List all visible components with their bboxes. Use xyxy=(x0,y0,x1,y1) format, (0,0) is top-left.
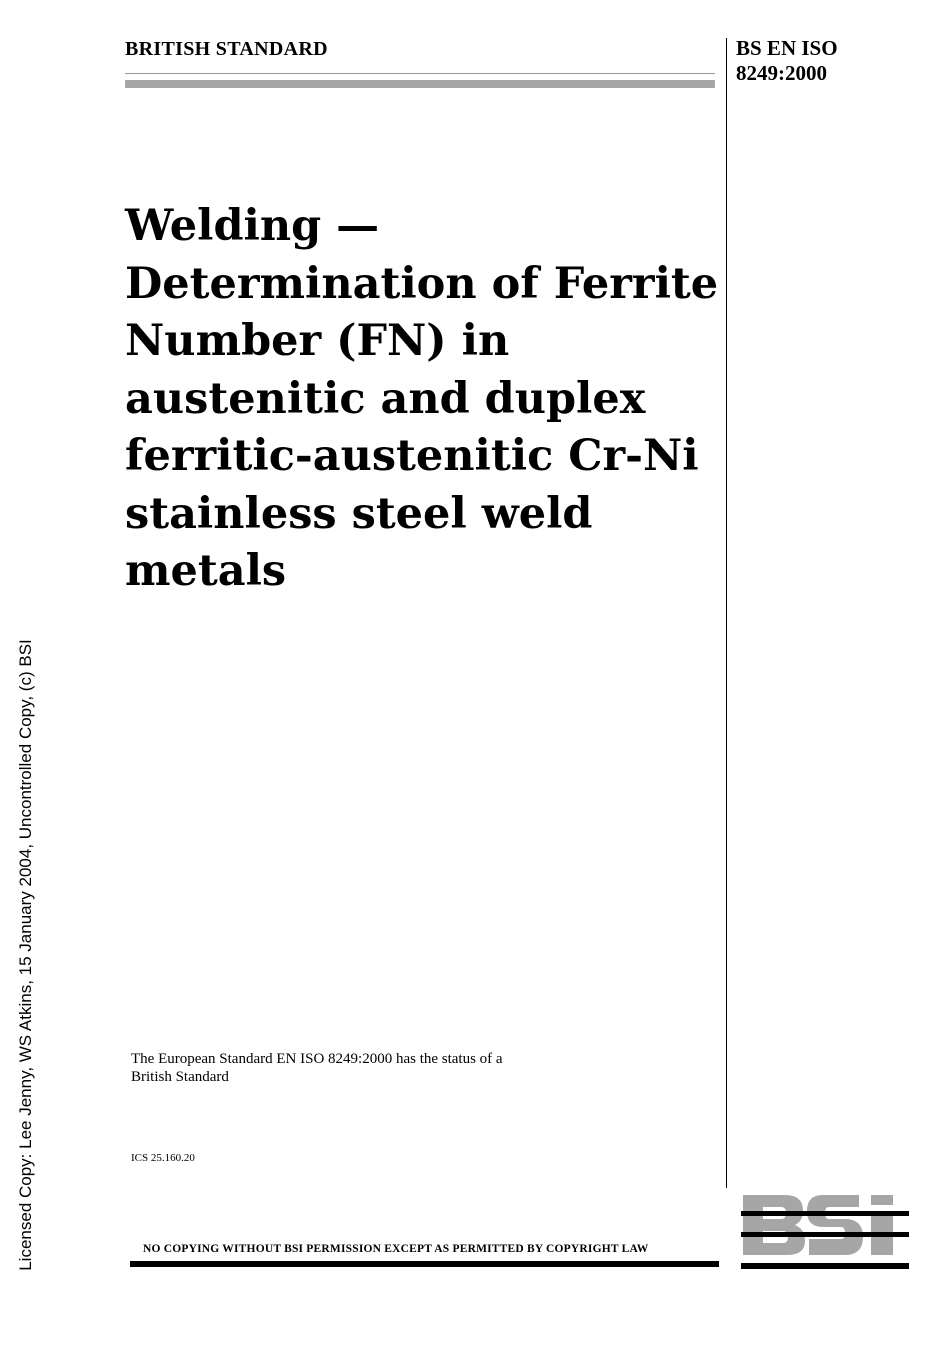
license-watermark: Licensed Copy: Lee Jenny, WS Atkins, 15 January 2004, Uncontrolled Copy, (c) BSI xyxy=(16,639,35,1271)
standard-code xyxy=(736,36,936,86)
ics-code: ICS 25.160.20 xyxy=(131,1152,195,1164)
header-thin-rule xyxy=(125,73,715,74)
title-line: ferritic-austenitic Cr-Ni xyxy=(125,431,699,481)
title-line: stainless steel weld xyxy=(125,488,593,539)
title-line: metals xyxy=(125,546,287,596)
footer-rule xyxy=(130,1261,719,1267)
title-line: Welding — xyxy=(125,201,380,251)
title-line: Determination of Ferrite xyxy=(125,258,719,309)
standard-code-line1: BS EN ISO xyxy=(736,36,838,60)
series-label: BRITISH STANDARD xyxy=(125,38,328,60)
title-line: Number (FN) in xyxy=(125,316,510,366)
status-note-line2: British Standard xyxy=(131,1069,229,1085)
vertical-divider xyxy=(726,38,727,1188)
title-line: austenitic and duplex xyxy=(125,373,646,424)
header-thick-rule xyxy=(125,80,715,88)
standard-code-line2: 8249:2000 xyxy=(736,61,827,85)
status-note-line1: The European Standard EN ISO 8249:2000 has the status of a xyxy=(131,1051,503,1067)
copyright-notice: NO COPYING WITHOUT BSI PERMISSION EXCEPT AS PERMITTED BY COPYRIGHT LAW xyxy=(143,1243,649,1255)
bsi-logo xyxy=(741,1189,909,1269)
status-note xyxy=(131,1050,611,1086)
document-title xyxy=(125,198,725,601)
